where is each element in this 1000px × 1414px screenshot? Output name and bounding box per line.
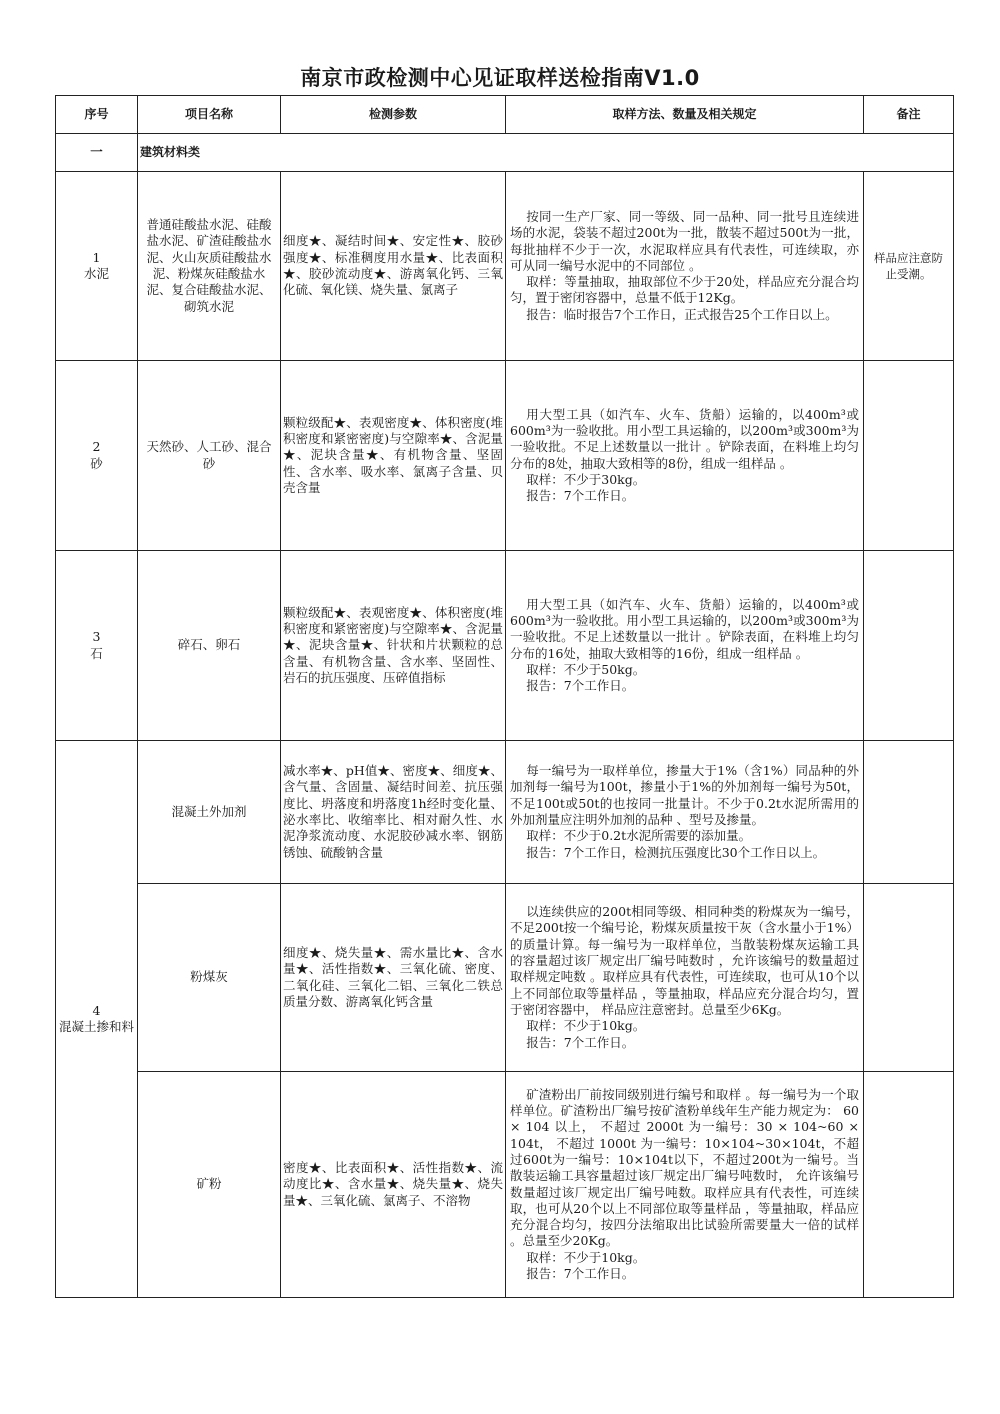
method-sampling: 取样：等量抽取，抽取部位不少于20处，样品应充分混合均匀，置于密闭容器中，总量不低于12Kg。 [510,274,859,306]
method-report: 报告：7个工作日。 [526,488,635,504]
row-number: 3 [92,629,101,645]
sampling-method [506,172,864,361]
test-params: 颗粒级配★、表观密度★、体积密度(堆积密度和紧密密度)与空隙率★、含泥量★、泥块含量★、针状和片状颗粒的总含量、有机物含量、含水率、坚固性、岩石的抗压强度、压碎值指标 [281,551,506,741]
sampling-method [506,361,864,551]
item-name: 矿粉 [138,1072,281,1298]
method-body: 矿渣粉出厂前按同级别进行编号和取样 。每一编号为一个取样单位。矿渣粉出厂编号按矿渣粉单线年生产能力规定为： 60 × 104 以上， 不超过 2000t 为一编号：30 × 104~60 × 104t， 不超过 1000t 为一编号：10×104~30×104t，不超过600t为一编号：10×104t以下，不超过200t为一编号。当散装运输工具容量超过该厂规定出厂编号吨数时， 允许该编号数量超过该厂规定出厂编号吨数。取样应具有代表性，可连续取，也可从20个以上不同部位取等量样品 ，等量抽取，样品应充分混合均匀，按四分法缩取出比试验所需要量大一倍的试样 。总量至少20Kg。 [510,1086,859,1249]
item-name: 混凝土外加剂 [138,741,281,884]
method-report: 报告：7个工作日。 [526,1034,635,1050]
remark: 样品应注意防止受潮。 [864,172,954,361]
row-category: 砂 [90,455,103,471]
row-number-cell [56,361,138,551]
table-header-row [56,96,954,134]
item-name: 碎石、卵石 [138,551,281,741]
table-row-admixture [56,741,954,884]
document-title: 南京市政检测中心见证取样送检指南V1.0 [300,66,700,90]
row-category: 石 [90,645,103,661]
section-row [56,134,954,172]
row-number-cell [56,741,138,1298]
header-method: 取样方法、数量及相关规定 [506,96,864,134]
header-name: 项目名称 [138,96,281,134]
row-number-cell [56,172,138,361]
method-report: 报告：7个工作日。 [526,1265,635,1281]
method-report: 报告：7个工作日。 [526,678,635,694]
sampling-method [506,1072,864,1298]
sampling-method [506,551,864,741]
table-row-fly-ash [56,884,954,1072]
row-category: 混凝土掺和料 [58,1019,134,1034]
test-params: 密度★、比表面积★、活性指数★、流动度比★、含水量★、烧失量★、烧失量★、三氧化硫、氯离子、不溶物 [281,1072,506,1298]
table-row-sand [56,361,954,551]
row-number: 2 [92,439,101,455]
remark [864,741,954,884]
method-sampling: 取样：不少于10kg。 [526,1249,646,1265]
test-params: 减水率★、pH值★、密度★、细度★、含气量、含固量、凝结时间差、抗压强度比、坍落度和坍落度1h经时变化量、泌水率比、收缩率比、相对耐久性、水泥净浆流动度、水泥胶砂减水率、钢筋锈蚀、硫酸钠含量 [281,741,506,884]
method-body: 用大型工具（如汽车、火车、货船）运输的，以400m³或600m³为一验收批。用小型工具运输的，以200m³或300m³为一验收批。不足上述数量以一批计 。铲除表面，在料堆上均匀分布的8处，抽取大致相等的8份，组成一组样品 。 [510,406,859,471]
remark [864,361,954,551]
item-name: 普通硅酸盐水泥、硅酸盐水泥、矿渣硅酸盐水泥、火山灰质硅酸盐水泥、粉煤灰硅酸盐水泥、复合硅酸盐水泥、砌筑水泥 [138,172,281,361]
method-sampling: 取样：不少于50kg。 [526,661,646,677]
method-report: 报告：临时报告7个工作日，正式报告25个工作日以上。 [526,306,838,322]
header-no: 序号 [56,96,138,134]
test-params: 细度★、凝结时间★、安定性★、胶砂强度★、标准稠度用水量★、比表面积★、胶砂流动度★、游离氧化钙、三氧化硫、氧化镁、烧失量、氯离子 [281,172,506,361]
table-row-slag-powder [56,1072,954,1298]
section-label: 建筑材料类 [138,134,954,172]
test-params: 细度★、烧失量★、需水量比★、含水量★、活性指数★、三氧化硫、密度、二氧化硅、三氧化二铝、三氧化二铁总质量分数、游离氧化钙含量 [281,884,506,1072]
row-number-cell [56,551,138,741]
method-body: 用大型工具（如汽车、火车、货船）运输的，以400m³或600m³为一验收批。用小型工具运输的，以200m³或300m³为一验收批。不足上述数量以一批计 。铲除表面，在料堆上均匀分布的16处，抽取大致相等的16份，组成一组样品 。 [510,596,859,661]
item-name: 粉煤灰 [138,884,281,1072]
remark [864,1072,954,1298]
test-params: 颗粒级配★、表观密度★、体积密度(堆积密度和紧密密度)与空隙率★、含泥量★、泥块含量★、有机物含量、坚固性、含水率、吸水率、氯离子含量、贝壳含量 [281,361,506,551]
sampling-method [506,884,864,1072]
method-sampling: 取样：不少于10kg。 [526,1018,646,1034]
header-note: 备注 [864,96,954,134]
header-params: 检测参数 [281,96,506,134]
method-report: 报告：7个工作日，检测抗压强度比30个工作日以上。 [526,844,826,860]
row-category: 水泥 [83,266,109,281]
section-no: 一 [56,134,138,172]
method-body: 每一编号为一取样单位，掺量大于1%（含1%）同品种的外加剂每一编号为100t，掺量小于1%的外加剂每一编号为50t，不足100t或50t的也按同一批量计。不少于0.2t水泥所需用的外加剂量应注明外加剂的品种 、型号及掺量。 [510,763,859,827]
table-row-stone [56,551,954,741]
method-sampling: 取样：不少于0.2t水泥所需要的添加量。 [526,828,752,844]
sampling-guide-table [55,95,954,1298]
method-sampling: 取样：不少于30kg。 [526,471,646,487]
method-body: 以连续供应的200t相同等级、相同种类的粉煤灰为一编号，不足200t按一个编号论，粉煤灰质量按干灰（含水量小于1%）的质量计算。每一编号为一取样单位，当散装粉煤灰运输工具的容量超过该厂规定出厂编号吨数时 ，允许该编号的数量超过取样规定吨数 。取样应具有代表性，可连续取，也可从10个以上不同部位取等量样品 ，等量抽取，样品应充分混合均匀，置于密闭容器中， 样品应注意密封。总量至少6Kg。 [510,904,859,1017]
sampling-method [506,741,864,884]
remark [864,884,954,1072]
table-row-cement [56,172,954,361]
remark [864,551,954,741]
item-name: 天然砂、人工砂、混合砂 [138,361,281,551]
row-number: 4 [92,1002,101,1018]
row-number: 1 [92,249,101,265]
method-body: 按同一生产厂家、同一等级、同一品种、同一批号且连续进场的水泥，袋装不超过200t为一批，散装不超过500t为一批，每批抽样不少于一次，水泥取样应具有代表性，可连续取，亦可从同一编号水泥中的不同部位 。 [510,208,859,273]
